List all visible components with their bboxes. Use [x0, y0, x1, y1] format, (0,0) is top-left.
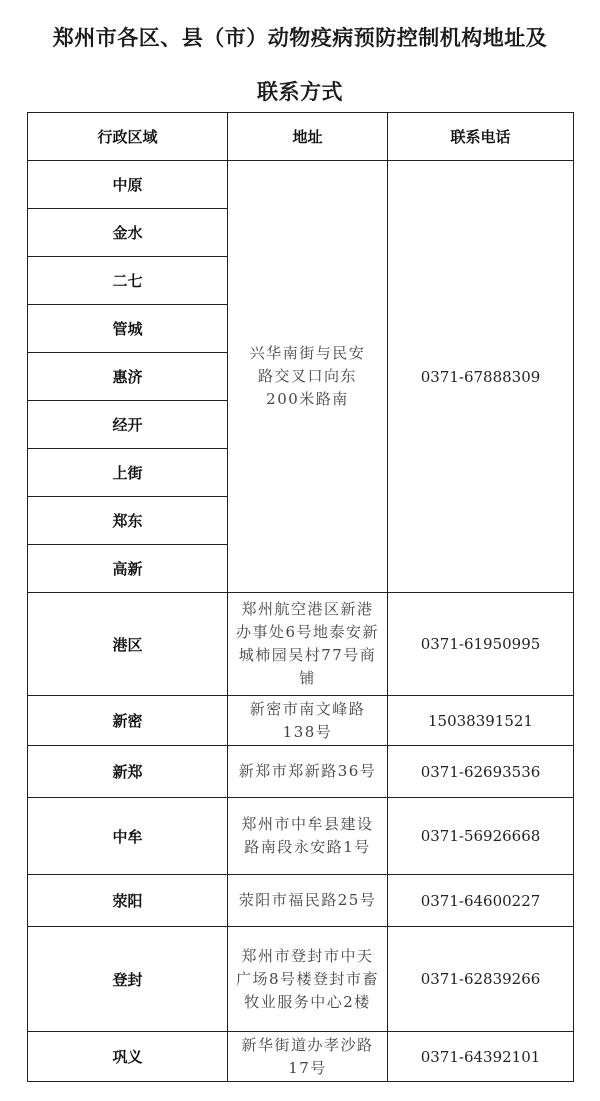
phone-cell: 0371-61950995	[388, 593, 574, 696]
column-header-address: 地址	[228, 113, 388, 161]
district-cell: 管城	[28, 305, 228, 353]
address-cell: 新华街道办孝沙路17号	[228, 1032, 388, 1082]
page-title: 郑州市各区、县（市）动物疫病预防控制机构地址及	[52, 26, 548, 50]
address-cell: 郑州航空港区新港办事处6号地泰安新城柿园吴村77号商铺	[228, 593, 388, 696]
table-row	[28, 746, 574, 798]
page-title-continued: 联系方式	[257, 80, 343, 104]
district-cell: 惠济	[28, 353, 228, 401]
district-cell: 经开	[28, 401, 228, 449]
district-cell: 登封	[28, 927, 228, 1032]
address-cell: 郑州市登封市中天广场8号楼登封市畜牧业服务中心2楼	[228, 927, 388, 1032]
table-header-row	[28, 113, 574, 161]
shared-phone-cell: 0371-67888309	[388, 161, 574, 593]
phone-cell: 0371-64600227	[388, 875, 574, 927]
column-header-phone: 联系电话	[388, 113, 574, 161]
district-cell: 新郑	[28, 746, 228, 798]
phone-cell: 0371-64392101	[388, 1032, 574, 1082]
district-cell: 中牟	[28, 798, 228, 875]
table-row	[28, 927, 574, 1032]
phone-cell: 15038391521	[388, 696, 574, 746]
district-cell: 中原	[28, 161, 228, 209]
district-cell: 郑东	[28, 497, 228, 545]
phone-cell: 0371-62839266	[388, 927, 574, 1032]
district-cell: 新密	[28, 696, 228, 746]
column-header-district: 行政区域	[28, 113, 228, 161]
district-cell: 二七	[28, 257, 228, 305]
address-cell: 新郑市郑新路36号	[228, 746, 388, 798]
district-cell: 巩义	[28, 1032, 228, 1082]
shared-address-cell: 兴华南街与民安路交叉口向东200米路南	[228, 161, 388, 593]
address-cell: 郑州市中牟县建设路南段永安路1号	[228, 798, 388, 875]
district-cell: 高新	[28, 545, 228, 593]
table-row	[28, 875, 574, 927]
district-cell: 上街	[28, 449, 228, 497]
table-row	[28, 696, 574, 746]
phone-cell: 0371-56926668	[388, 798, 574, 875]
district-cell: 港区	[28, 593, 228, 696]
table-row	[28, 593, 574, 696]
table-row	[28, 1032, 574, 1082]
district-cell: 金水	[28, 209, 228, 257]
contact-table	[27, 112, 574, 1082]
address-cell: 新密市南文峰路138号	[228, 696, 388, 746]
table-row	[28, 798, 574, 875]
address-cell: 荥阳市福民路25号	[228, 875, 388, 927]
table-row	[28, 161, 574, 209]
phone-cell: 0371-62693536	[388, 746, 574, 798]
district-cell: 荥阳	[28, 875, 228, 927]
